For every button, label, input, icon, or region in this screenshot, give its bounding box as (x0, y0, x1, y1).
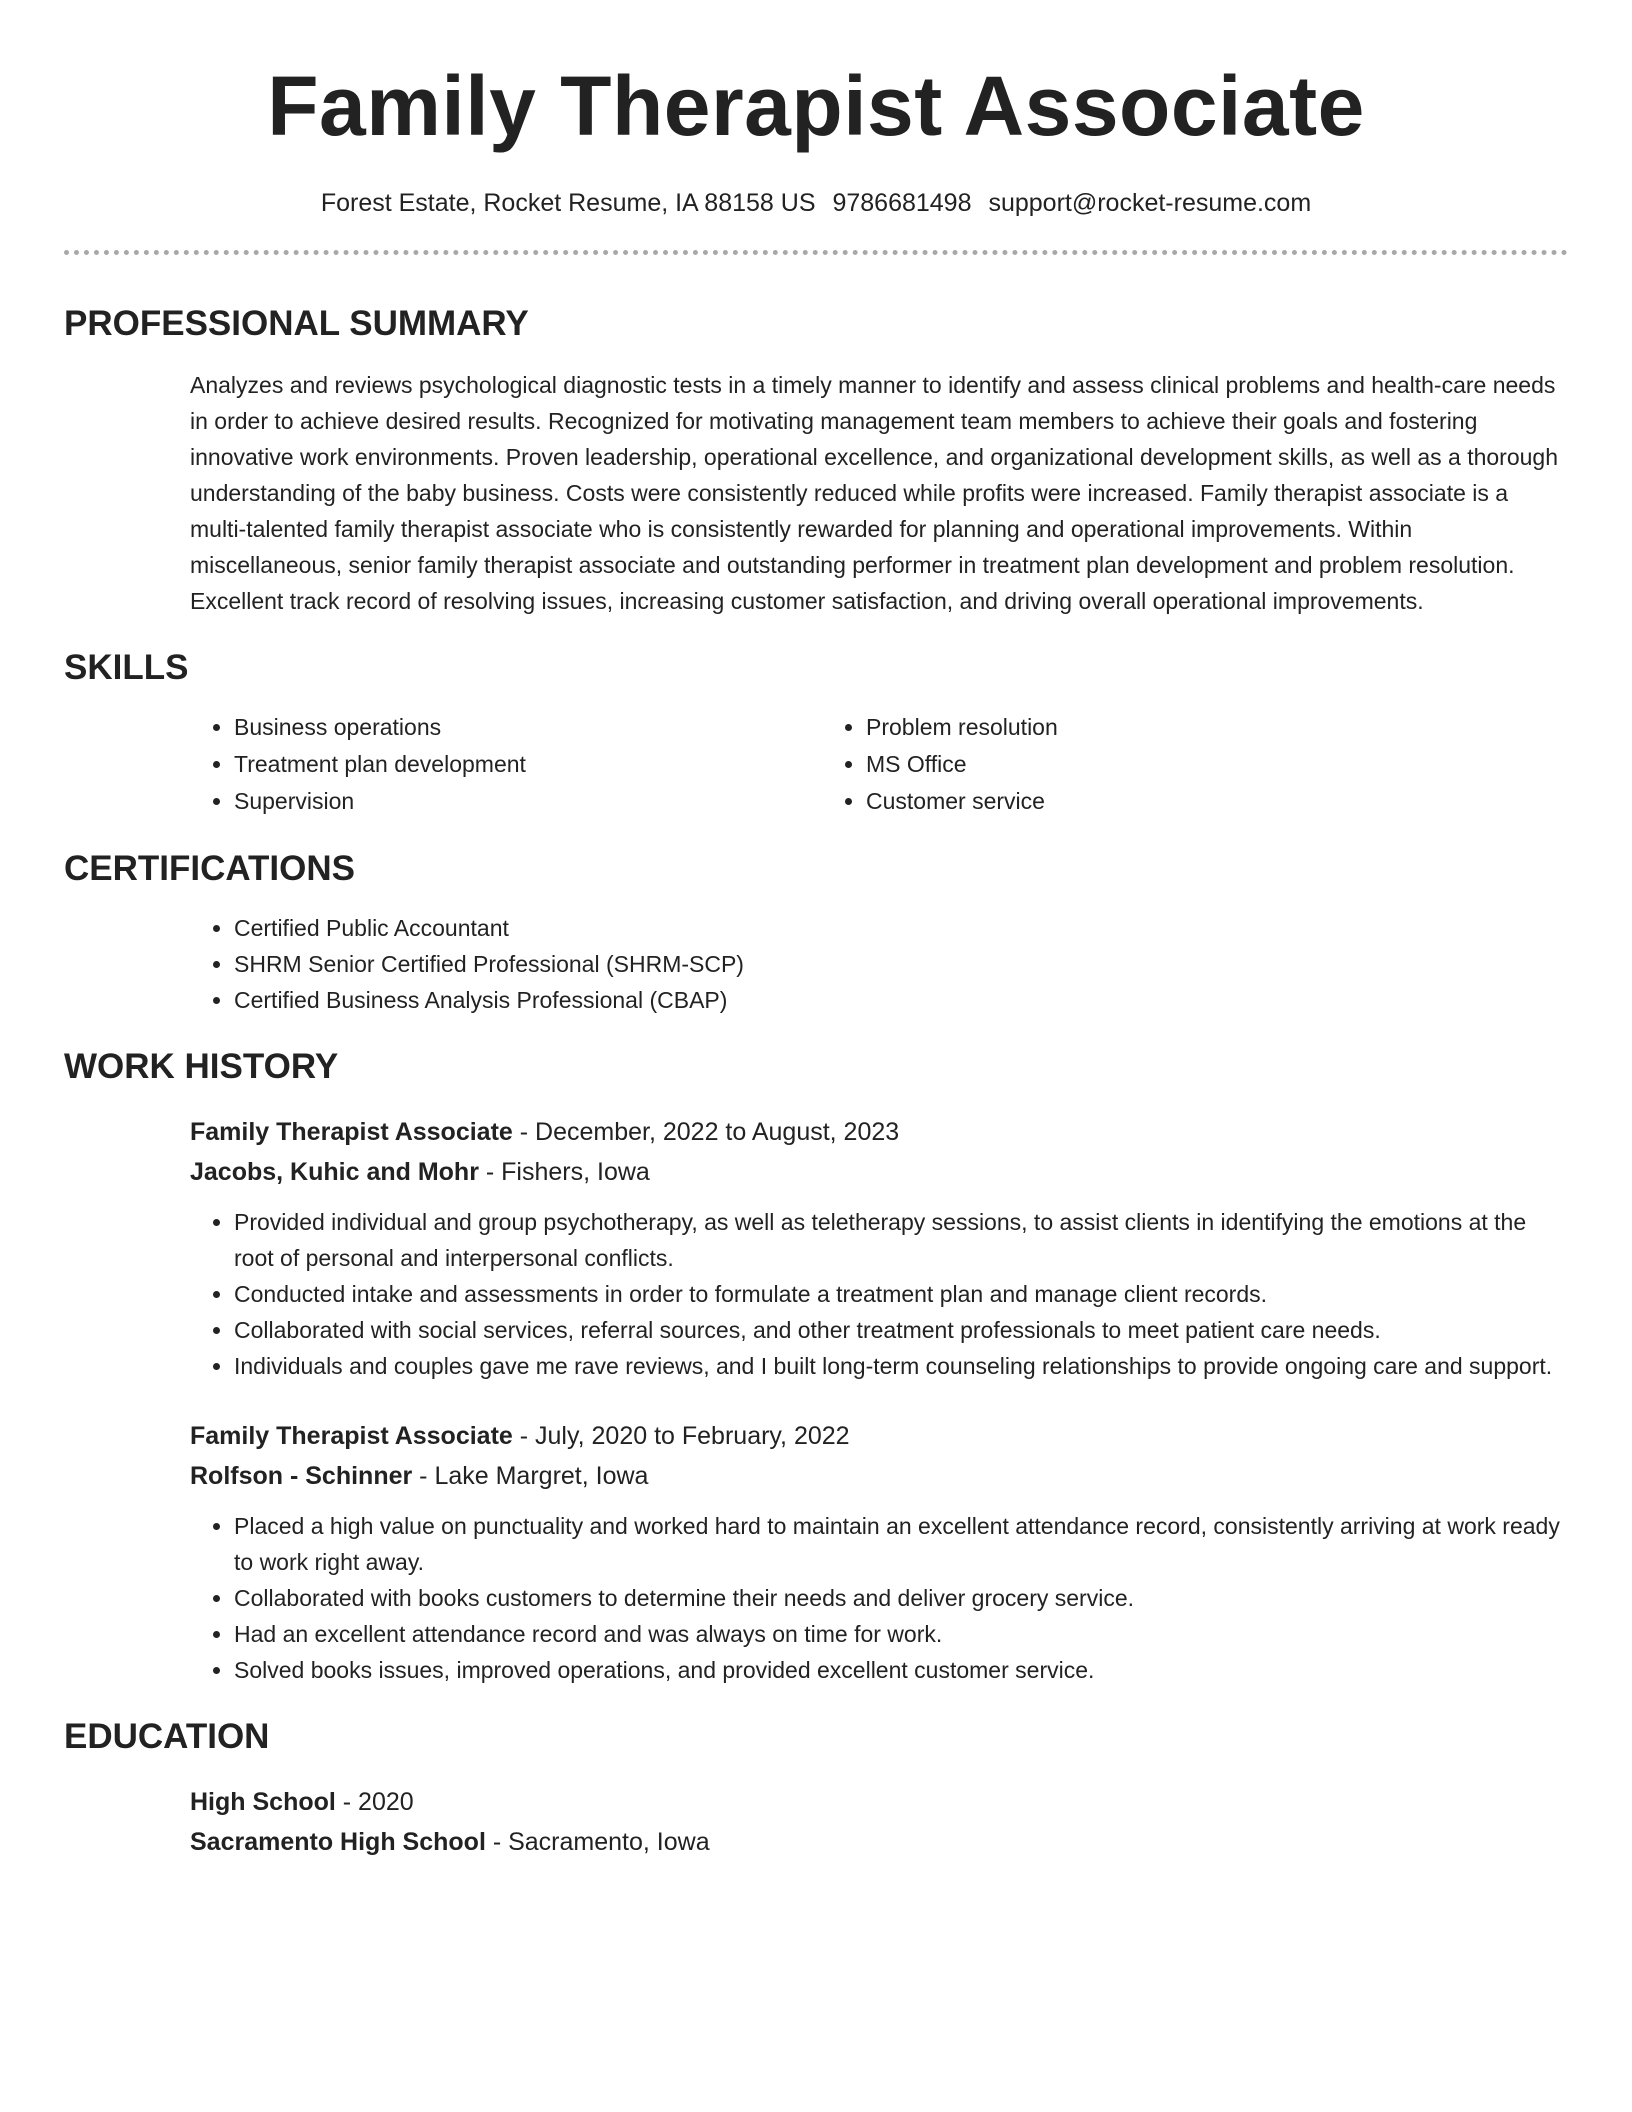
job-company-line (190, 1456, 1568, 1496)
job-dates: - December, 2022 to August, 2023 (512, 1118, 900, 1146)
education-section (64, 1714, 1568, 1862)
certifications-list (190, 910, 1568, 1018)
job-bullet: • Had an excellent attendance record and was always on time for work. (234, 1616, 1568, 1652)
job-bullet: • Solved books issues, improved operations, and provided excellent customer service. (234, 1652, 1568, 1688)
skill-item: • Customer service (866, 783, 1454, 820)
job-bullet: • Placed a high value on punctuality and worked hard to maintain an excellent attendance record, consistently arriving at work ready to work right away. (234, 1508, 1568, 1580)
job-dates: - July, 2020 to February, 2022 (512, 1422, 850, 1450)
contact-email: support@rocket-resume.com (988, 189, 1312, 217)
header-divider (64, 250, 1568, 255)
certifications-section (64, 846, 1568, 1018)
education-degree-line (190, 1782, 1568, 1822)
certification-item: • Certified Business Analysis Professional (CBAP) (234, 982, 1568, 1018)
job-bullet: • Collaborated with books customers to determine their needs and deliver grocery service. (234, 1580, 1568, 1616)
skill-item: • Problem resolution (866, 709, 1454, 746)
education-degree: High School (190, 1788, 336, 1816)
work-history-section (64, 1044, 1568, 1688)
education-year: - 2020 (335, 1788, 414, 1816)
job-entry (190, 1112, 1568, 1384)
education-school: Sacramento High School (190, 1828, 486, 1856)
education-entry (190, 1782, 1568, 1862)
contact-address: Forest Estate, Rocket Resume, IA 88158 US (320, 189, 816, 217)
work-history-heading: WORK HISTORY (64, 1047, 339, 1086)
education-location: - Sacramento, Iowa (485, 1828, 710, 1856)
job-bullet: • Individuals and couples gave me rave reviews, and I built long-term counseling relationships to provide ongoing care and support. (234, 1348, 1568, 1384)
job-location: - Fishers, Iowa (478, 1158, 650, 1186)
skill-item: • MS Office (866, 746, 1454, 783)
education-heading: EDUCATION (64, 1717, 270, 1756)
summary-section (64, 301, 1568, 619)
certification-item: • SHRM Senior Certified Professional (SHRM-SCP) (234, 946, 1568, 982)
job-title-line (190, 1416, 1568, 1456)
skills-heading: SKILLS (64, 648, 189, 687)
summary-heading: PROFESSIONAL SUMMARY (64, 304, 529, 343)
contact-line (64, 186, 1568, 220)
job-role: Family Therapist Associate (190, 1118, 513, 1146)
resume-name: Family Therapist Associate (267, 59, 1365, 153)
skill-item: • Business operations (234, 709, 822, 746)
job-bullet: • Provided individual and group psychotherapy, as well as teletherapy sessions, to assist clients in identifying the emotions at the root of personal and interpersonal conflicts. (234, 1204, 1568, 1276)
job-company-line (190, 1152, 1568, 1192)
contact-phone: 9786681498 (832, 189, 972, 217)
summary-text: Analyzes and reviews psychological diagnostic tests in a timely manner to identify and assess clinical problems and health-care needs in order to achieve desired results. Recognized for motivating management team members to achieve their goals and fostering innovative work environments. Proven leadership, operational excellence, and organizational development skills, as well as a thorough understanding of the baby business. Costs were consistently reduced while profits were increased. Family therapist associate is a multi-talented family therapist associate who is consistently rewarded for planning and operational improvements. Within miscellaneous, senior family therapist associate and outstanding performer in treatment plan development and problem resolution. Excellent track record of resolving issues, increasing customer satisfaction, and driving overall operational improvements. (190, 372, 1559, 614)
job-bullets (190, 1204, 1568, 1384)
skills-list-right (822, 709, 1454, 820)
job-bullet: • Conducted intake and assessments in order to formulate a treatment plan and manage client records. (234, 1276, 1568, 1312)
job-entry (190, 1416, 1568, 1688)
certifications-heading: CERTIFICATIONS (64, 849, 356, 888)
certification-item: • Certified Public Accountant (234, 910, 1568, 946)
job-company: Jacobs, Kuhic and Mohr (190, 1158, 479, 1186)
job-company: Rolfson - Schinner (190, 1462, 413, 1490)
skills-list-left (190, 709, 822, 820)
job-role: Family Therapist Associate (190, 1422, 513, 1450)
skills-section (64, 645, 1568, 820)
skill-item: • Supervision (234, 783, 822, 820)
education-school-line (190, 1822, 1568, 1862)
skills-grid (190, 709, 1568, 820)
job-bullets (190, 1508, 1568, 1688)
skill-item: • Treatment plan development (234, 746, 822, 783)
job-location: - Lake Margret, Iowa (412, 1462, 649, 1490)
job-title-line (190, 1112, 1568, 1152)
job-bullet: • Collaborated with social services, referral sources, and other treatment professionals to meet patient care needs. (234, 1312, 1568, 1348)
